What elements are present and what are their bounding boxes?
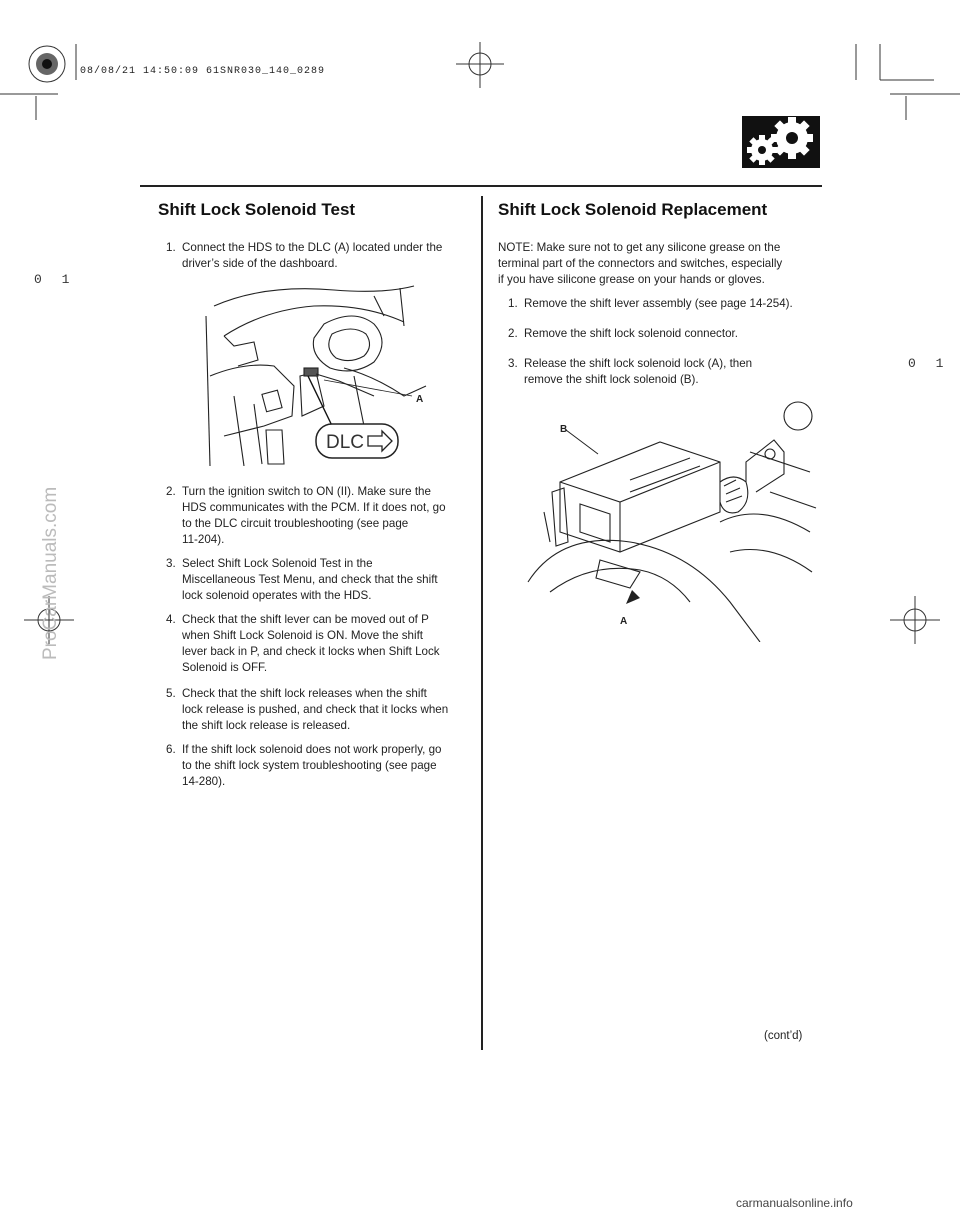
gear-icon	[742, 116, 820, 168]
header-rule	[140, 185, 822, 187]
side-watermark: ProCarManuals.com	[40, 486, 61, 660]
margin-mark-right: 0 1	[908, 356, 950, 371]
right-note: NOTE: Make sure not to get any silicone grease on the terminal part of the connectors and switches, especially if you have silicone grease on your hands or gloves.	[498, 241, 783, 286]
callout-b: B	[560, 424, 568, 435]
continued-label: (cont’d)	[764, 1030, 803, 1042]
shift-lock-solenoid-illustration	[520, 392, 820, 642]
column-divider	[481, 196, 483, 1050]
callout-a-left: A	[416, 394, 424, 405]
print-stamp: 08/08/21 14:50:09 61SNR030_140_0289	[80, 66, 326, 77]
callout-a-right: A	[620, 616, 628, 627]
left-section-title: Shift Lock Solenoid Test	[158, 200, 356, 219]
dlc-label: DLC	[326, 432, 365, 453]
dlc-badge	[316, 424, 398, 458]
margin-mark-left: 0 1	[34, 272, 76, 287]
arrow-down-left-icon	[626, 584, 646, 604]
footer-watermark: carmanualsonline.info	[736, 1196, 853, 1210]
right-section-title: Shift Lock Solenoid Replacement	[498, 200, 768, 219]
registration-target-icon	[29, 46, 65, 82]
dashboard-dlc-illustration	[204, 276, 430, 466]
